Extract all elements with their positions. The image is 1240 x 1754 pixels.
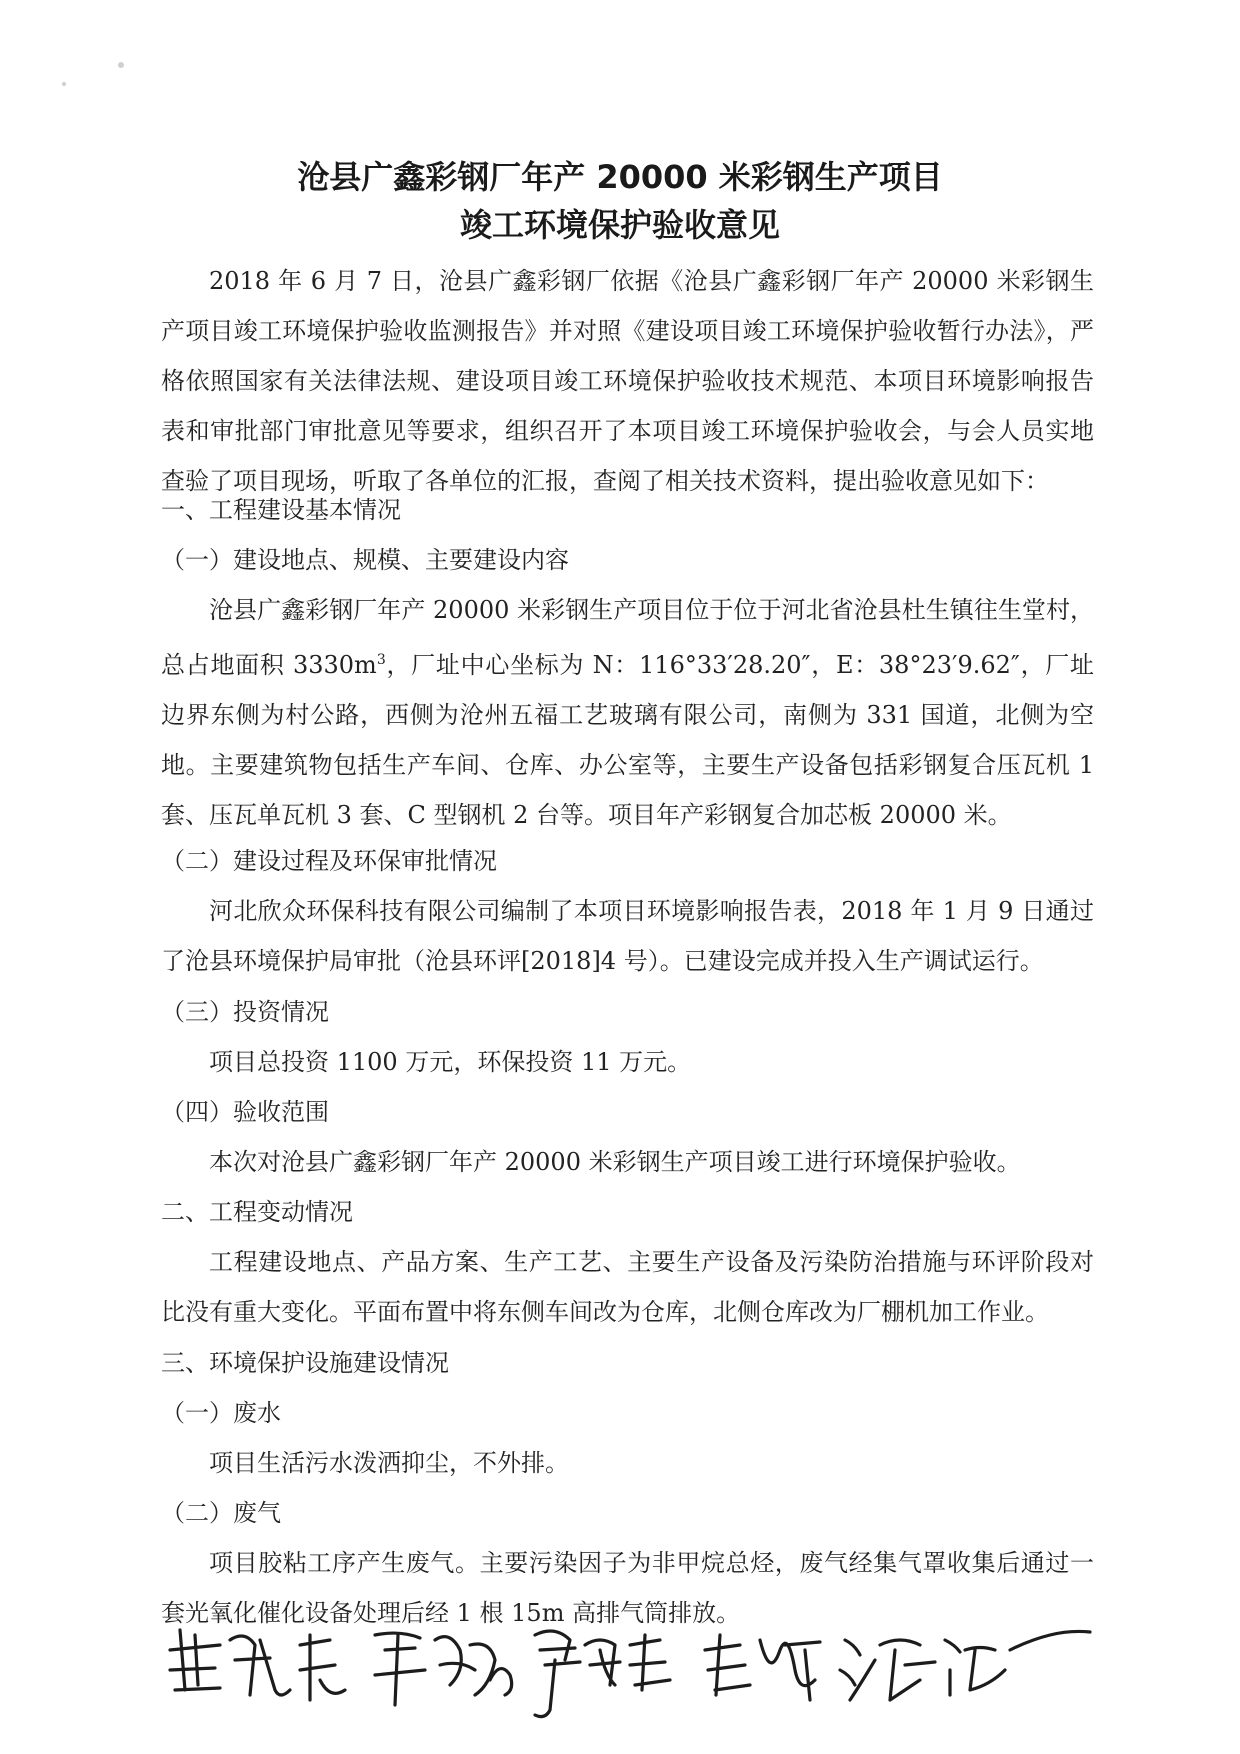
section1-4-body: 本次对沧县广鑫彩钢厂年产 20000 米彩钢生产项目竣工进行环境保护验收。: [209, 1148, 1021, 1176]
signature-5: [840, 1631, 1090, 1700]
document-title-line1: 沧县广鑫彩钢厂年产 20000 米彩钢生产项目: [297, 158, 943, 196]
section3-heading: 三、环境保护设施建设情况: [161, 1349, 449, 1377]
section3-1-heading: （一）废水: [161, 1399, 281, 1427]
scan-speck: [62, 82, 66, 86]
document-title-line2: 竣工环境保护验收意见: [459, 206, 780, 244]
section1-2-heading: （二）建设过程及环保审批情况: [161, 847, 497, 875]
signature-3: [535, 1631, 670, 1717]
section1-3-body: 项目总投资 1100 万元，环保投资 11 万元。: [209, 1048, 692, 1076]
signature-1: [170, 1630, 345, 1700]
section2-body: 工程建设地点、产品方案、生产工艺、主要生产设备及污染防治措施与环评阶段对比没有重大变化。平面布置中将东侧车间改为仓库，北侧仓库改为厂棚机加工作业。: [161, 1248, 1094, 1326]
area-unit-superscript: 3: [376, 652, 386, 668]
section3-2-heading: （二）废气: [161, 1499, 281, 1527]
section1-heading: 一、工程建设基本情况: [161, 496, 401, 524]
section3-1-body: 项目生活污水泼洒抑尘，不外排。: [209, 1449, 569, 1477]
section1-3-heading: （三）投资情况: [161, 998, 329, 1026]
signature-4: [705, 1635, 820, 1700]
section1-1-body-part-a: 沧县广鑫彩钢厂年产 20000 米彩钢生产项目位于位于河北省沧县杜生镇往生堂村，总占地面积 3330m: [161, 596, 1094, 679]
section1-4-heading: （四）验收范围: [161, 1098, 329, 1126]
section1-1-body-part-b: ，厂址中心坐标为 N：116°33′28.20″，E：38°23′9.62″，厂址边界东侧为村公路，西侧为沧州五福工艺玻璃有限公司，南侧为 331 国道，北侧为空地。主要建筑物包括生产车间、仓库、办公室等，主要生产设备包括彩钢复合压瓦机 1 套、压瓦单瓦机 3 套、C 型钢机 2 台等。项目年产彩钢复合加芯板 20000 米。: [161, 651, 1095, 829]
signature-2: [375, 1633, 512, 1705]
scan-speck: [118, 62, 124, 68]
intro-paragraph: 2018 年 6 月 7 日，沧县广鑫彩钢厂依据《沧县广鑫彩钢厂年产 20000 米彩钢生产项目竣工环境保护验收监测报告》并对照《建设项目竣工环境保护验收暂行办法》，严格依照国家有关法律法规、建设项目竣工环境保护验收技术规范、本项目环境影响报告表和审批部门审批意见等要求，组织召开了本项目竣工环境保护验收会，与会人员实地查验了项目现场，听取了各单位的汇报，查阅了相关技术资料，提出验收意见如下：: [161, 267, 1094, 495]
section2-heading: 二、工程变动情况: [161, 1198, 353, 1226]
section1-2-body: 河北欣众环保科技有限公司编制了本项目环境影响报告表，2018 年 1 月 9 日通过了沧县环境保护局审批（沧县环评[2018]4 号）。已建设完成并投入生产调试运行。: [161, 897, 1094, 975]
signature-row: [160, 1590, 1120, 1730]
section1-1-body: [161, 585, 1094, 840]
section1-1-heading: （一）建设地点、规模、主要建设内容: [161, 546, 569, 574]
section3-2-body: 项目胶粘工序产生废气。主要污染因子为非甲烷总烃，废气经集气罩收集后通过一套光氧化催化设备处理后经 1 根 15m 高排气筒排放。: [161, 1549, 1094, 1627]
